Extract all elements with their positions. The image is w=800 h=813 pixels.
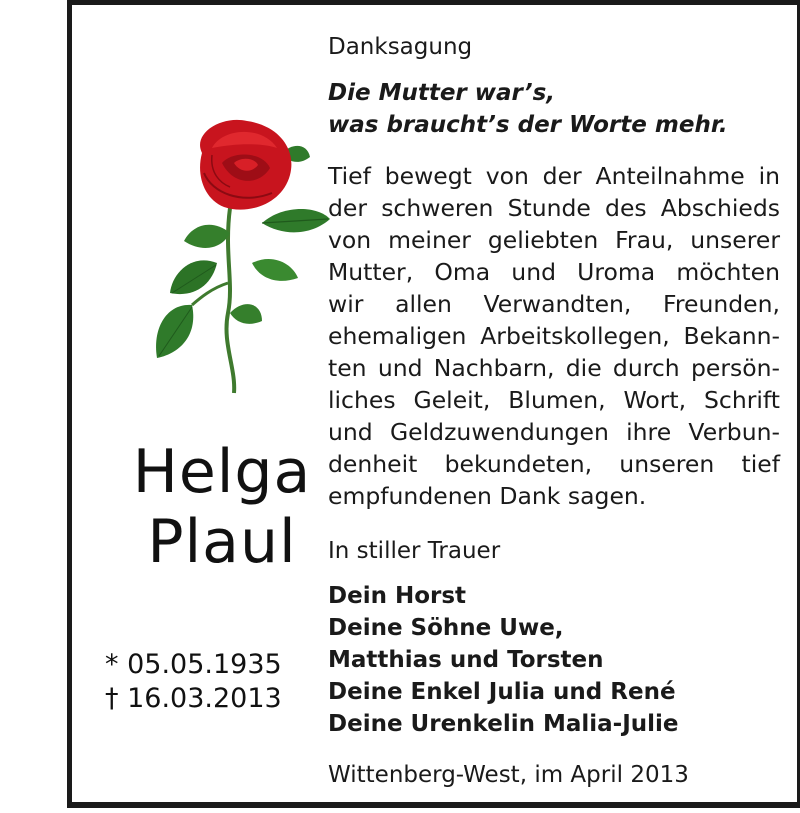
notice-heading: Danksagung — [328, 34, 473, 60]
signer-line: Deine Urenkelin Malia-Julie — [328, 711, 679, 737]
paragraph-line: von meiner geliebten Frau, unserer — [328, 226, 780, 254]
paragraph-line: empfundenen Dank sagen. — [328, 482, 647, 510]
obituary-notice — [67, 0, 800, 808]
thanks-paragraph — [328, 160, 780, 512]
deceased-last-name: Plaul — [147, 507, 297, 577]
signers-list — [328, 580, 679, 740]
paragraph-line: ehemaligen Arbeitskollegen, Bekann- — [328, 322, 780, 350]
signer-line: Deine Enkel Julia und René — [328, 679, 676, 705]
paragraph-line: liches Geleit, Blumen, Wort, Schrift — [328, 386, 780, 414]
paragraph-line: denheit bekundeten, unseren tief — [328, 450, 780, 478]
quote — [328, 77, 728, 141]
quote-line: was braucht’s der Worte mehr. — [328, 112, 728, 138]
deceased-first-name: Helga — [132, 437, 312, 507]
signer-line: Dein Horst — [328, 583, 467, 609]
paragraph-line: Mutter, Oma und Uroma möchten — [328, 258, 780, 286]
mourning-line: In stiller Trauer — [328, 538, 501, 564]
place-date: Wittenberg-West, im April 2013 — [328, 762, 689, 788]
paragraph-line: wir allen Verwandten, Freunden, — [328, 290, 780, 318]
paragraph-line: und Geldzuwendungen ihre Verbun- — [328, 418, 780, 446]
signer-line: Matthias und Torsten — [328, 647, 604, 673]
paragraph-line: ten und Nachbarn, die durch persön- — [328, 354, 780, 382]
paragraph-line: der schweren Stunde des Abschieds — [328, 194, 780, 222]
signer-line: Deine Söhne Uwe, — [328, 615, 564, 641]
death-date: † 16.03.2013 — [105, 683, 282, 714]
birth-date: * 05.05.1935 — [105, 649, 282, 680]
quote-line: Die Mutter war’s, — [328, 80, 556, 106]
paragraph-line: Tief bewegt von der Anteilnahme in — [328, 162, 780, 190]
rose-icon — [112, 113, 332, 395]
